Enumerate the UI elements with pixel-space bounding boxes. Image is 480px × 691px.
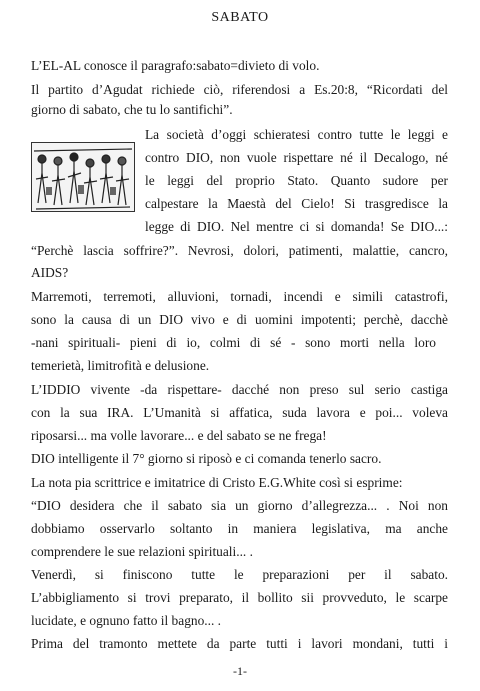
crowd-illustration [32, 143, 134, 211]
illustration-figure [31, 142, 135, 212]
text-line-19: La nota pia scrittrice e imitatrice di Cristo E.G.White così si esprime: [31, 475, 403, 490]
text-line-17: riposarsi... ma volle lavorare... e del sabato se ne frega! [31, 428, 327, 443]
page-number: -1- [233, 664, 247, 678]
text-line-5: contro DIO, non vuole rispettare né il Decalogo, né [145, 150, 448, 165]
text-line-10: AIDS? [31, 265, 69, 280]
text-line-3: giorno di sabato, che tu lo santifichi”. [31, 102, 233, 117]
text-line-24: L’abbigliamento si trovi preparato, il bollito sii provveduto, le scarpe [31, 590, 448, 605]
text-line-23: Venerdì, si finiscono tutte le preparazioni per il sabato. [31, 567, 448, 582]
text-line-14: temerietà, limitrofità e delusione. [31, 358, 210, 373]
text-line-13: -nani spirituali- pieni di io, colmi di sé - sono morti nella loro [31, 335, 436, 350]
text-line-15: L’IDDIO vivente -da rispettare- dacché non preso sul serio castiga [31, 382, 448, 397]
text-line-1: L’EL-AL conosce il paragrafo:sabato=divieto di volo. [31, 58, 320, 73]
text-line-2: Il partito d’Agudat richiede ciò, riferendosi a Es.20:8, “Ricordati del [31, 82, 448, 97]
text-line-20: “DIO desidera che il sabato sia un giorno d’allegrezza... . Noi non [31, 498, 448, 513]
text-line-26: Prima del tramonto mettete da parte tutti i lavori mondani, tutti i [31, 636, 448, 651]
text-line-9: “Perchè lascia soffrire?”. Nevrosi, dolori, patimenti, malattie, cancro, [31, 243, 448, 258]
text-line-11: Marremoti, terremoti, alluvioni, tornadi, incendi e simili catastrofi, [31, 289, 448, 304]
text-line-21: dobbiamo osservarlo soltanto in maniera legislativa, ma anche [31, 521, 448, 536]
text-line-6: le leggi del proprio Stato. Quanto sudore per [145, 173, 448, 188]
text-line-16: con la sua IRA. L’Umanità si affatica, suda lavora e poi... voleva [31, 405, 448, 420]
text-line-22: comprendere le sue relazioni spirituali... . [31, 544, 253, 559]
page-title: SABATO [211, 10, 269, 25]
text-line-7: calpestare la Maestà del Cielo! Si trasgredisce la [145, 196, 448, 211]
text-line-4: La società d’oggi schieratesi contro tutte le leggi e [145, 127, 448, 142]
text-line-12: sono la causa di un DIO vivo e di uomini impotenti; perchè, dacchè [31, 312, 448, 327]
text-line-8: legge di DIO. Nel mentre ci si domanda! Se DIO...: [145, 219, 448, 234]
text-line-25: lucidate, e ognuno fatto il bagno... . [31, 613, 222, 628]
text-line-18: DIO intelligente il 7° giorno si riposò e ci comanda tenerlo sacro. [31, 451, 382, 466]
